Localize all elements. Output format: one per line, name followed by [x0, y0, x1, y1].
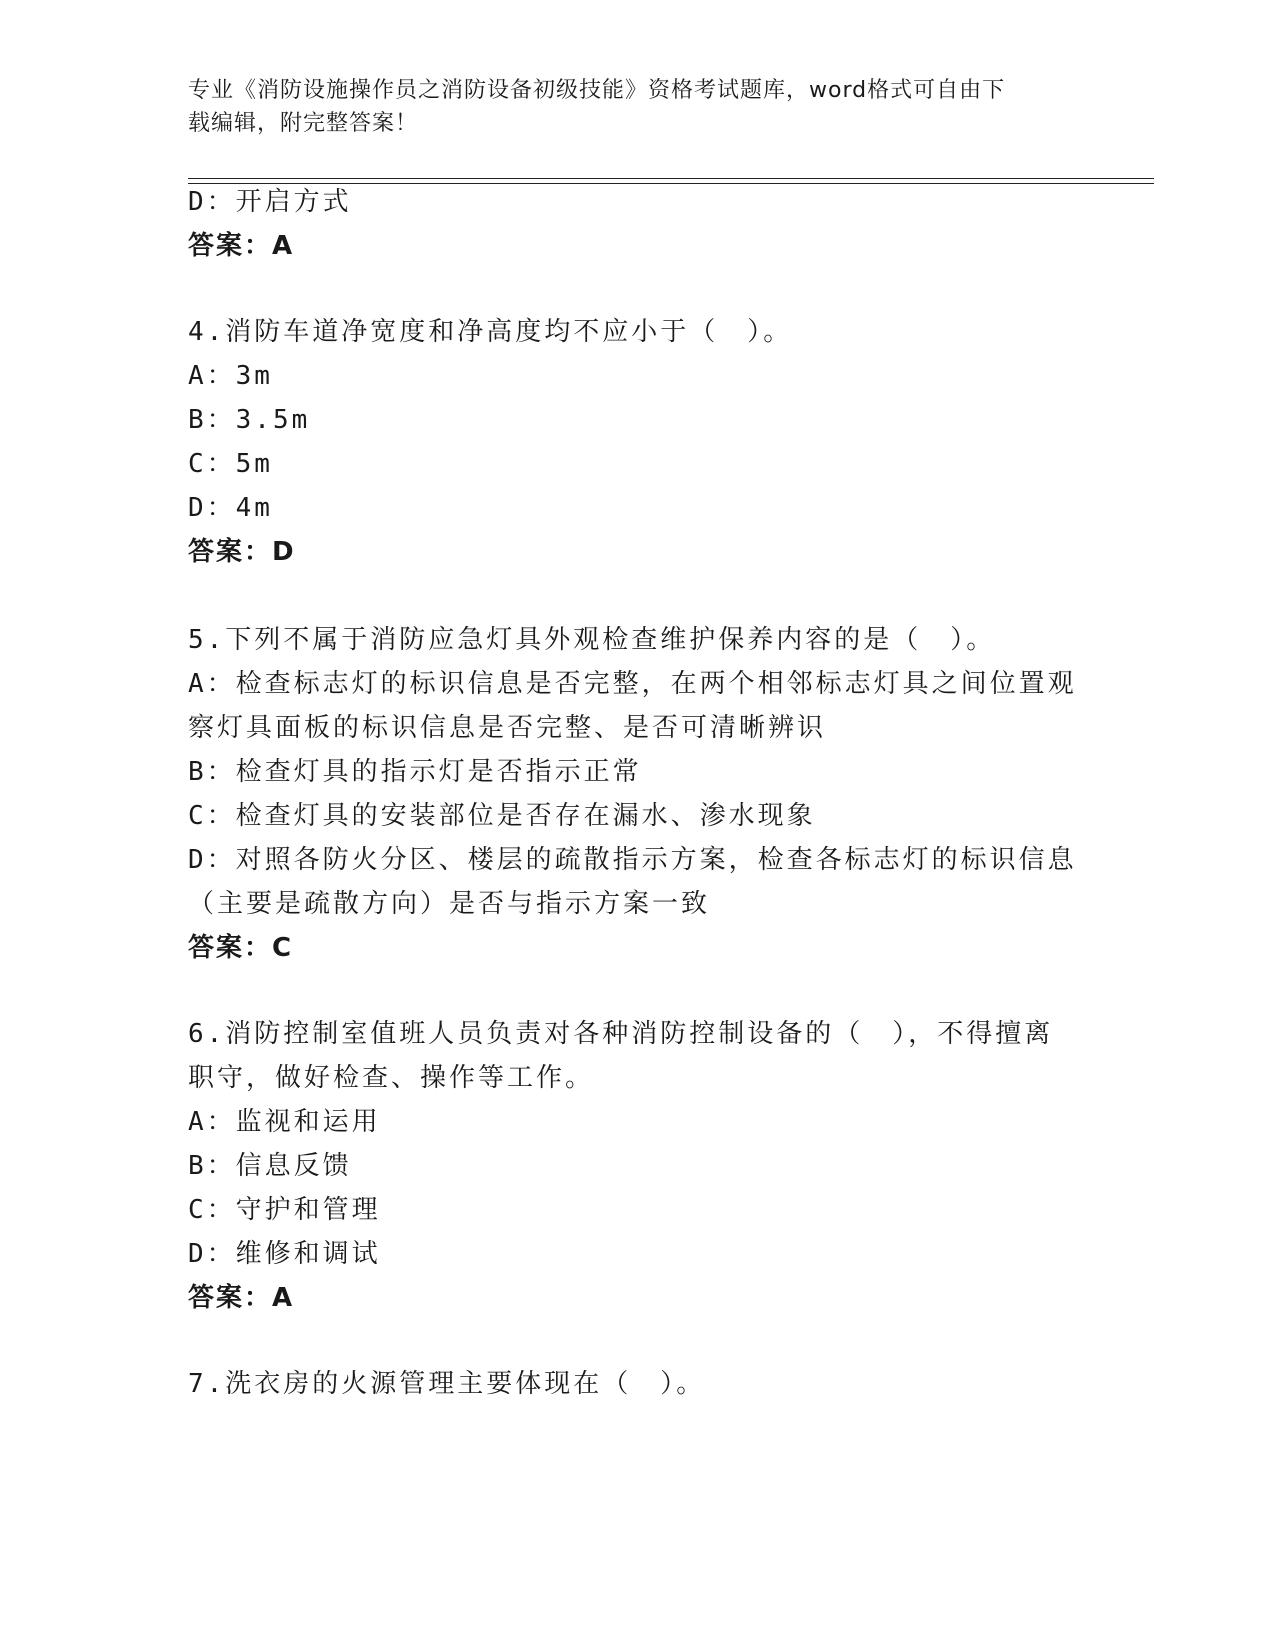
- q5-option-c: C：检查灯具的安装部位是否存在漏水、渗水现象: [188, 801, 816, 831]
- q6-stem-line2: 职守，做好检查、操作等工作。: [188, 1063, 595, 1093]
- q6-option-a: A：监视和运用: [188, 1107, 381, 1137]
- q5-option-d-line1: D：对照各防火分区、楼层的疏散指示方案，检查各标志灯的标识信息: [188, 845, 1077, 875]
- q4-option-b: B：3.5m: [188, 405, 311, 435]
- q4-stem: 4.消防车道净宽度和净高度均不应小于（ ）。: [188, 317, 793, 347]
- q5-stem: 5.下列不属于消防应急灯具外观检查维护保养内容的是（ ）。: [188, 625, 996, 655]
- q4-option-a: A：3m: [188, 361, 273, 391]
- q6-option-c: C：守护和管理: [188, 1195, 381, 1225]
- prev-option-d: D：开启方式: [188, 187, 352, 217]
- q5-option-a-line2: 察灯具面板的标识信息是否完整、是否可清晰辨识: [188, 713, 827, 743]
- q5-answer: 答案：C: [188, 933, 294, 963]
- q5-option-a-line1: A：检查标志灯的标识信息是否完整，在两个相邻标志灯具之间位置观: [188, 669, 1077, 699]
- q5-option-d-line2: （主要是疏散方向）是否与指示方案一致: [188, 889, 711, 919]
- prev-answer: 答案：A: [188, 231, 295, 261]
- q4-answer: 答案：D: [188, 537, 296, 567]
- document-header: [188, 74, 1068, 140]
- q4-option-c: C：5m: [188, 449, 273, 479]
- q6-stem-line1: 6.消防控制室值班人员负责对各种消防控制设备的（ ），不得擅离: [188, 1019, 1054, 1049]
- header-line-2: 载编辑，附完整答案！: [188, 111, 419, 136]
- q6-option-b: B：信息反馈: [188, 1151, 352, 1181]
- header-line-1: 专业《消防设施操作员之消防设备初级技能》资格考试题库，word格式可自由下: [188, 78, 1006, 103]
- header-divider-top: [188, 178, 1154, 179]
- q5-option-b: B：检查灯具的指示灯是否指示正常: [188, 757, 642, 787]
- q7-stem: 7.洗衣房的火源管理主要体现在（ ）。: [188, 1369, 706, 1399]
- q6-answer: 答案：A: [188, 1283, 295, 1313]
- q4-option-d: D：4m: [188, 493, 273, 523]
- q6-option-d: D：维修和调试: [188, 1239, 381, 1269]
